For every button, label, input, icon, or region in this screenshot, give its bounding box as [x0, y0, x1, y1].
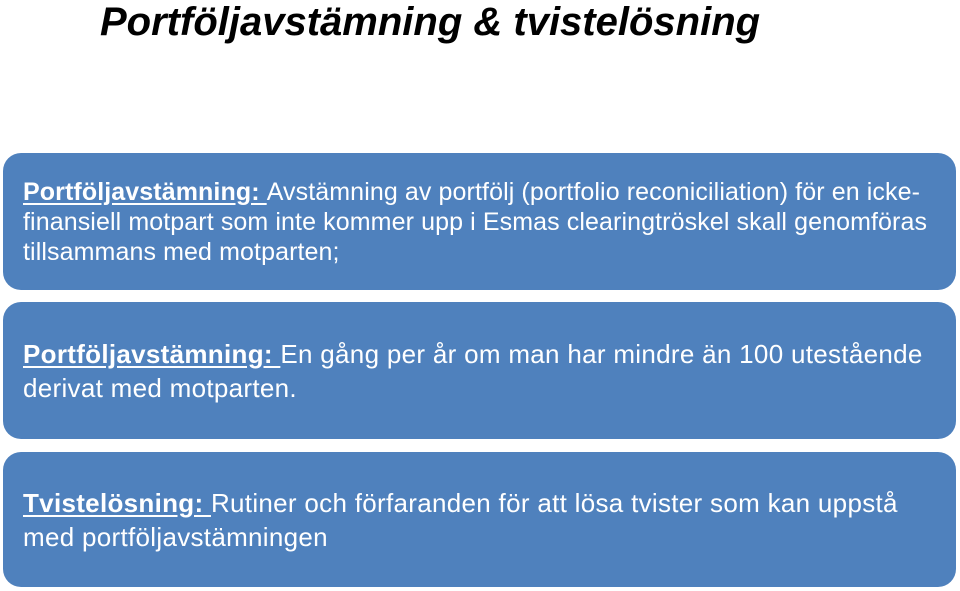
info-box-portfolio-reconciliation [3, 153, 956, 290]
info-box-dispute-resolution [3, 452, 956, 587]
info-box-text [23, 486, 936, 554]
info-box-text [23, 337, 936, 405]
term-description: Rutiner och förfaranden för att lösa tvister som kan uppstå med portföljavstämningen [23, 487, 898, 552]
term-description: En gång per år om man har mindre än 100 utestående derivat med motparten. [23, 338, 923, 403]
term-label: Portföljavstämning: [23, 177, 267, 206]
term-label: Portföljavstämning: [23, 338, 281, 369]
info-box-reconciliation-frequency [3, 302, 956, 439]
term-label: Tvistelösning: [23, 487, 211, 518]
slide-title: Portföljavstämning & tvistelösning [100, 0, 761, 44]
term-description: Avstämning av portfölj (portfolio reconiciliation) för en icke-finansiell motpart som inte kommer upp i Esmas clearingtröskel skall genomföras tillsammans med motparten; [23, 177, 928, 266]
info-box-text [23, 177, 936, 267]
